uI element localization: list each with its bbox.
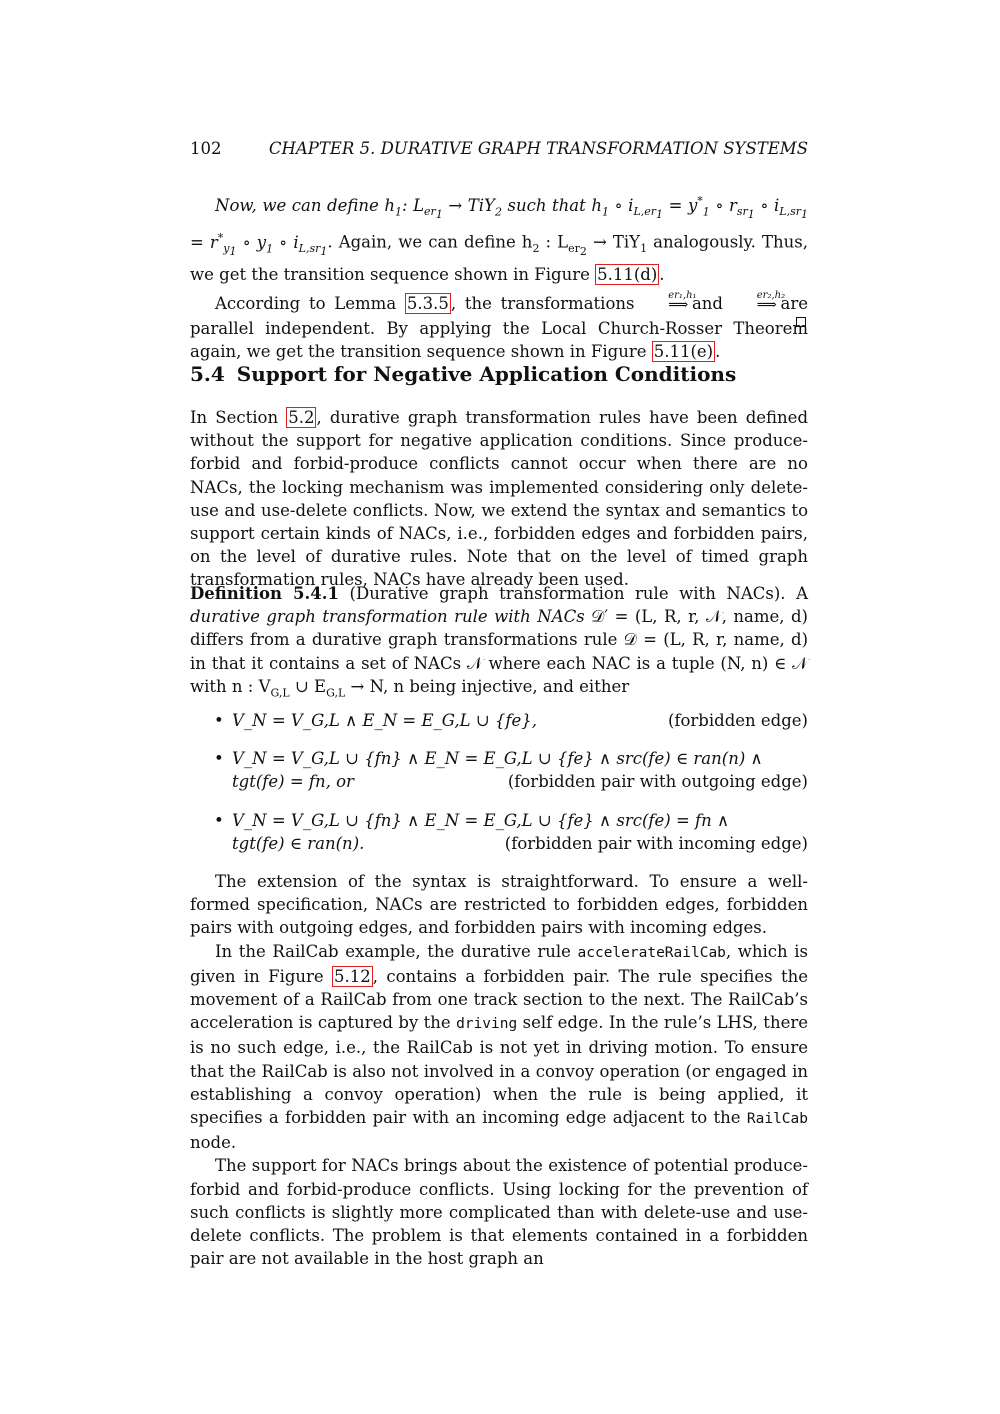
list-item: • V_N = V_G,L ∪ {fn} ∧ E_N = E_G,L ∪ {fe} ∧ src(fe) ∈ ran(n) ∧ (forbidden pair with outgoing edge) tgt(fe) = fn, or xyxy=(190,747,808,793)
nac-bullet-list xyxy=(190,709,808,870)
definition-term: durative graph transformation rule with NACs xyxy=(190,607,585,627)
list-item: • V_N = V_G,L ∪ {fn} ∧ E_N = E_G,L ∪ {fe} ∧ src(fe) = fn ∧ (forbidden pair with incoming edge) tgt(fe) ∈ ran(n). xyxy=(190,809,808,855)
list-item: • (forbidden edge) V_N = V_G,L ∧ E_N = E_G,L ∪ {fe}, xyxy=(190,709,808,732)
body-paragraphs xyxy=(190,870,808,1270)
page-number: 102 xyxy=(190,139,222,158)
proof-continuation xyxy=(190,189,808,363)
chapter-title: CHAPTER 5. DURATIVE GRAPH TRANSFORMATION SYSTEMS xyxy=(268,139,808,158)
code-driving: driving xyxy=(456,1016,518,1033)
section-paragraph: In Section 5.2 , durative graph transformation rules have been defined without the support for negative application conditions. Since produce-forbid and forbid-produce conflicts cannot occur when there are no NACs, the locking mechanism was implemented considering only delete-use and use-delete conflicts. Now, we extend the syntax and semantics to support certain kinds of NACs, i.e., forbidden edges and forbidden pairs, on the level of durative rules. Note that on the level of timed graph transformation rules, NACs have already been used. xyxy=(190,408,809,590)
transformation-arrow-2: er₂,h₂ ⟹ xyxy=(756,289,786,313)
nac-support-paragraph: The support for NACs brings about the existence of potential produce-forbid and forbid-produce conflicts. Using locking for the prevention of such conflicts is slightly more complicated than with delete-use and use-delete conflicts. The problem is that elements contained in a forbidden pair are not available in the host graph an xyxy=(190,1156,808,1269)
section-title: Support for Negative Application Conditions xyxy=(236,362,737,386)
figure-ref-5-11e[interactable]: 5.11(e) xyxy=(653,341,714,361)
section-heading xyxy=(190,363,736,386)
qed-box-icon xyxy=(796,317,806,327)
proof-paragraph-1: Now, we can define $h_1$: $L_{er_1} \to TiY_2$ such that $h_1$ ∘ $i_{L,er_1} = y^*_1$ ∘ $r_{sr_1}$ ∘ $i_{L,sr_1} = r^*_{y_1}$ ∘ $y_1$ ∘ $i_{L,sr_1}$. Again, we can define $h_2$ : $L_{er_2} \to TiY_1$ analogously. Thus, we get the transition sequence shown in Figure 5.11(d) . xyxy=(190,194,808,285)
definition-label: Definition 5.4.1 xyxy=(190,584,339,603)
figure-ref-5-12[interactable]: 5.12 xyxy=(334,966,371,986)
code-RailCab: RailCab xyxy=(746,1111,808,1128)
code-accelerateRailCab: accelerateRailCab xyxy=(577,944,726,961)
proof-paragraph-2: According to Lemma 5.3.5 , the transformations er₁,h₁ ⟹ and er₂,h₂ ⟹ are parallel independent. By applying the Local Church-Rosser Theorem again, we get the transition sequence shown in Figure 5.11(e) . xyxy=(190,289,808,361)
definition-5-4-1: Definition 5.4.1 (Durative graph transformation rule with NACs). A durative graph transformation rule with NACs 𝒟′ = (L, R, r, 𝒩, name, d) differs from a durative graph transformations rule 𝒟 = (L, R, r, name, d) in that it contains a set of NACs 𝒩 where each NAC is a tuple (N, n) ∈ 𝒩 with n : $V_{G,L}$ ∪ $E_{G,L} \to N$, n being injective, and either xyxy=(190,584,809,700)
figure-ref-5-11d[interactable]: 5.11(d) xyxy=(597,265,658,285)
section-number: 5.4 xyxy=(190,362,225,386)
definition-name: (Durative graph transformation rule with NACs). xyxy=(349,584,786,603)
extension-paragraph: The extension of the syntax is straightforward. To ensure a well-formed specification, NACs are restricted to forbidden edges, forbidden pairs with outgoing edges, and forbidden pairs with incoming edges. xyxy=(190,872,808,938)
section-ref-5-2[interactable]: 5.2 xyxy=(288,408,315,427)
transformation-arrow-1: er₁,h₁ ⟹ xyxy=(668,289,697,313)
railcab-paragraph: In the RailCab example, the durative rule accelerateRailCab, which is given in Figure 5.12 , contains a forbidden pair. The rule specifies the movement of a RailCab from one track section to the next. The RailCab’s acceleration is captured by the driving self edge. In the rule’s LHS, there is no such edge, i.e., the RailCab is not yet in driving motion. To ensure that the RailCab is also not involved in a convoy operation (or engaged in establishing a convoy operation) when the rule is being applied, it specifies a forbidden pair with an incoming edge adjacent to the RailCab node. xyxy=(190,941,808,1153)
lemma-ref-5-3-5[interactable]: 5.3.5 xyxy=(406,293,449,313)
